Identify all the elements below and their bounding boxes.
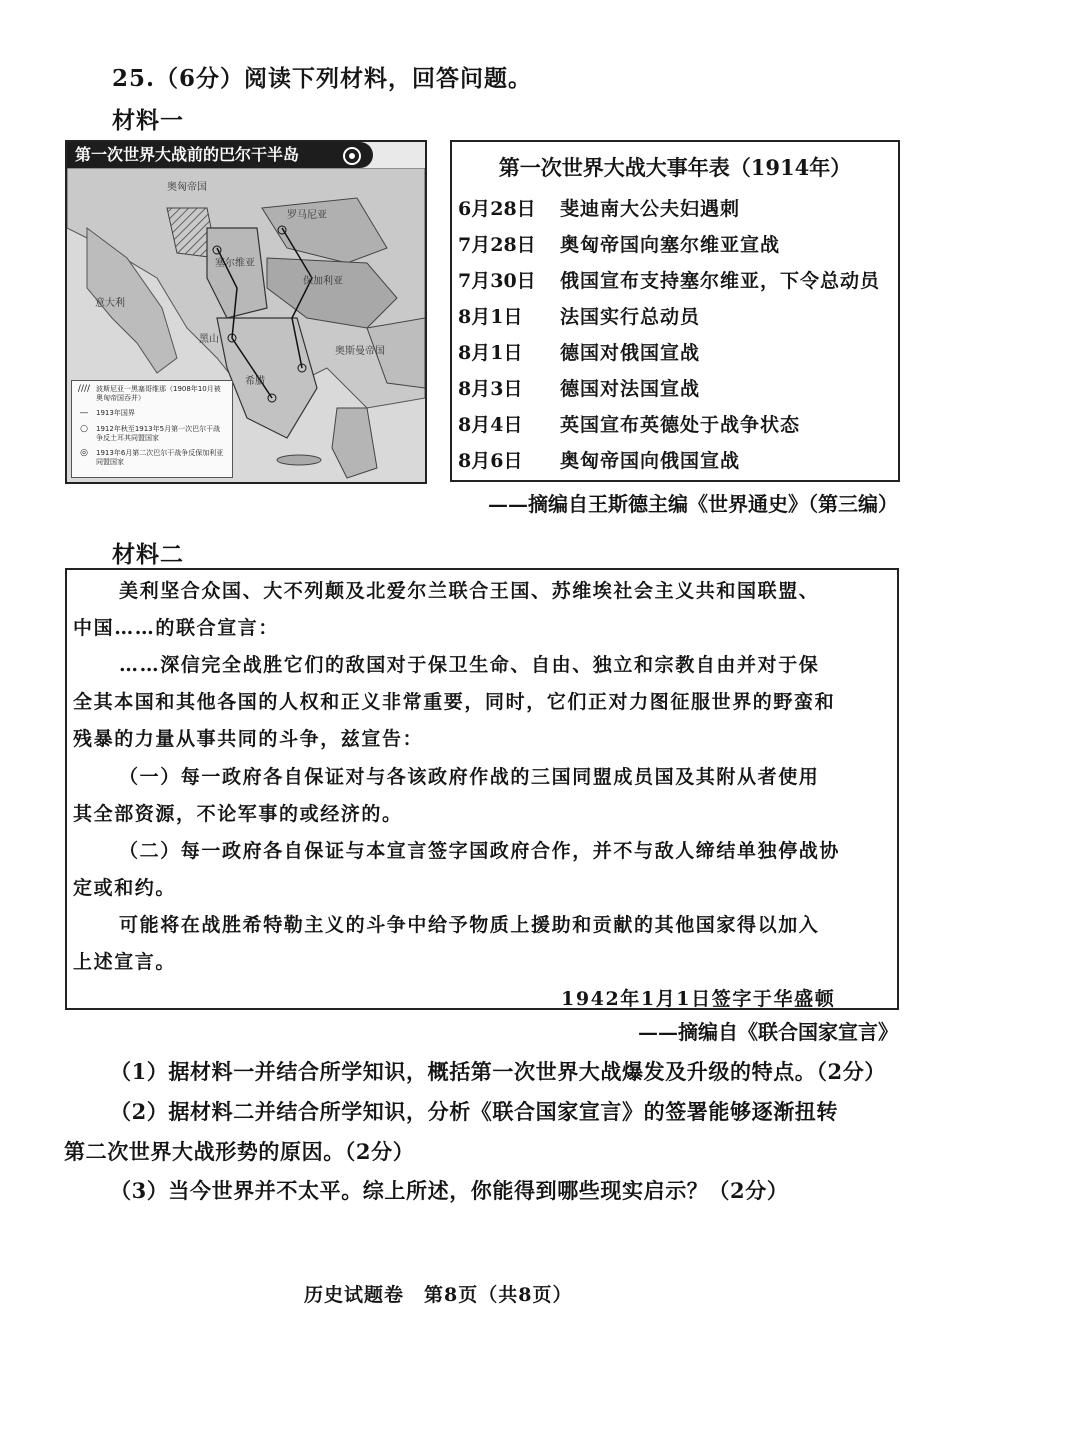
- line-icon: —: [79, 408, 89, 418]
- map-place: 保加利亚: [303, 276, 343, 287]
- ww1-timeline: 第一次世界大战大事年表（1914年） 6月28日 斐迪南大公夫妇遇刺 7月28日 奥匈帝国向塞尔维亚宣战 7月30日 俄国宣布支持塞尔维亚，下令总动员 8月1日 法国实行总动员 8月1日 德国对俄国宣战 8月3日 德国对法国宣战 8月4日 英国宣布英德处于战争状态 8月6日 奥匈帝国向俄国宣战: [450, 140, 900, 482]
- legend-item: ○ 1912年秋至1913年5月第一次巴尔干战争反土耳其同盟国家: [76, 425, 226, 443]
- map-place: 奥匈帝国: [167, 182, 207, 193]
- legend-item: ◎ 1913年6月第二次巴尔干战争反保加利亚同盟国家: [76, 449, 226, 467]
- map-legend: [71, 380, 233, 478]
- declaration-line: 可能将在战胜希特勒主义的斗争中给予物质上援助和贡献的其他国家得以加入: [119, 914, 820, 936]
- map-place: 塞尔维亚: [215, 258, 255, 269]
- map-place: 黑山: [199, 334, 219, 345]
- declaration-line: 其全部资源，不论军事的或经济的。: [73, 803, 403, 825]
- balkan-map: [65, 140, 427, 484]
- declaration-line: ……深信完全战胜它们的敌国对于保卫生命、自由、独立和宗教自由并对于保: [119, 654, 820, 676]
- declaration-line: 美利坚合众国、大不列颠及北爱尔兰联合王国、苏维埃社会主义共和国联盟、: [119, 580, 820, 602]
- question-2: （2）据材料二并结合所学知识，分析《联合国家宣言》的签署能够逐渐扭转: [110, 1099, 839, 1124]
- map-place: 奥斯曼帝国: [335, 346, 385, 357]
- question-3: （3）当今世界并不太平。综上所述，你能得到哪些现实启示？（2分）: [110, 1178, 789, 1203]
- double-circle-icon: ◎: [80, 448, 88, 458]
- declaration-line: 中国……的联合宣言：: [73, 617, 280, 639]
- map-place: 罗马尼亚: [287, 210, 327, 221]
- declaration-line: 定或和约。: [73, 877, 177, 899]
- material-one-source: ——摘编自王斯德主编《世界通史》（第三编）: [488, 492, 898, 516]
- hatch-icon: ////: [77, 384, 91, 394]
- timeline-title: 第一次世界大战大事年表（1914年）: [498, 155, 852, 180]
- material-two-label: 材料二: [112, 541, 184, 568]
- legend-item: //// 波斯尼亚一黑塞哥维那（1908年10月被奥匈帝国吞并）: [77, 384, 221, 402]
- target-icon: [343, 147, 361, 165]
- material-two-source: ——摘编自《联合国家宣言》: [638, 1020, 898, 1044]
- question-header: 25.（6分）阅读下列材料，回答问题。: [112, 65, 533, 92]
- page-footer: 历史试题卷 第8页（共8页）: [304, 1284, 573, 1306]
- material-one-label: 材料一: [112, 107, 184, 134]
- declaration-line: 残暴的力量从事共同的斗争，兹宣告：: [73, 728, 424, 750]
- declaration-signature: 1942年1月1日签字于华盛顿: [561, 988, 836, 1010]
- legend-item: — 1913年国界: [76, 409, 226, 418]
- declaration-box: [65, 568, 899, 1010]
- question-1: （1）据材料一并结合所学知识，概括第一次世界大战爆发及升级的特点。（2分）: [110, 1059, 886, 1084]
- question-2-continued: 第二次世界大战形势的原因。（2分）: [64, 1139, 415, 1164]
- circle-icon: ○: [80, 424, 88, 434]
- map-place: 意大利: [95, 298, 125, 309]
- map-title: 第一次世界大战前的巴尔干半岛: [67, 142, 373, 168]
- declaration-line: 全其本国和其他各国的人权和正义非常重要，同时，它们正对力图征服世界的野蛮和: [73, 691, 836, 713]
- declaration-line: 上述宣言。: [73, 951, 177, 973]
- declaration-line: （一）每一政府各自保证对与各该政府作战的三国同盟成员国及其附从者使用: [119, 766, 820, 788]
- declaration-line: （二）每一政府各自保证与本宣言签字国政府合作，并不与敌人缔结单独停战协: [119, 840, 841, 862]
- map-place: 希腊: [245, 376, 265, 387]
